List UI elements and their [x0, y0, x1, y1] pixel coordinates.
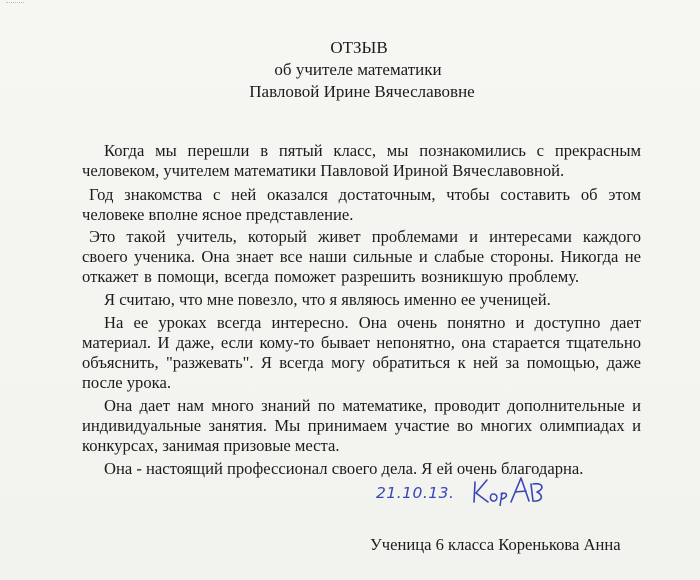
body-line: своего ученика. Она знает все наши сильные и слабые стороны. Никогда не [82, 247, 641, 266]
body-line: индивидуальные занятия. Мы принимаем участие во многих олимпиадах и [82, 416, 641, 435]
body-line: человеком, учителем математики Павловой Ириной Вячеславовной. [82, 161, 565, 180]
body-line: Это такой учитель, который живет проблемами и интересами каждого [89, 227, 641, 246]
body-line: человеке вполне ясное представление. [82, 205, 354, 224]
body-line: материал. И даже, если кому-то бывает непонятно, она старается тщательно [82, 333, 641, 352]
teacher-name: Павловой Ирине Вячеславовне [249, 82, 475, 101]
document-subtitle: об учителе математики [274, 60, 442, 79]
body-line: Я считаю, что мне повезло, что я являюсь именно ее ученицей. [104, 290, 551, 309]
body-line: откажет в помощи, всегда поможет разрешить возникшую проблему. [82, 267, 579, 286]
scan-mark [6, 2, 24, 7]
handwritten-signature [471, 474, 555, 506]
body-line: Она дает нам много знаний по математике, проводит дополнительные и [104, 396, 641, 415]
body-line: объяснить, "разжевать". Я всегда могу обратиться к ней за помощью, даже [82, 353, 641, 372]
body-line: Когда мы перешли в пятый класс, мы познакомились с прекрасным [104, 141, 641, 160]
body-line: конкурсах, занимая призовые места. [82, 436, 340, 455]
signer-name: Ученица 6 класса Коренькова Анна [370, 535, 621, 554]
document-title: ОТЗЫВ [330, 38, 388, 57]
body-line: Год знакомства с ней оказался достаточным, чтобы составить об этом [89, 185, 641, 204]
body-line: На ее уроках всегда интересно. Она очень понятно и доступно дает [104, 313, 641, 332]
body-line: после урока. [82, 373, 171, 392]
body-line: Она - настоящий профессионал своего дела. Я ей очень благодарна. [104, 459, 584, 478]
handwritten-date: 21.10.13. [376, 484, 455, 502]
